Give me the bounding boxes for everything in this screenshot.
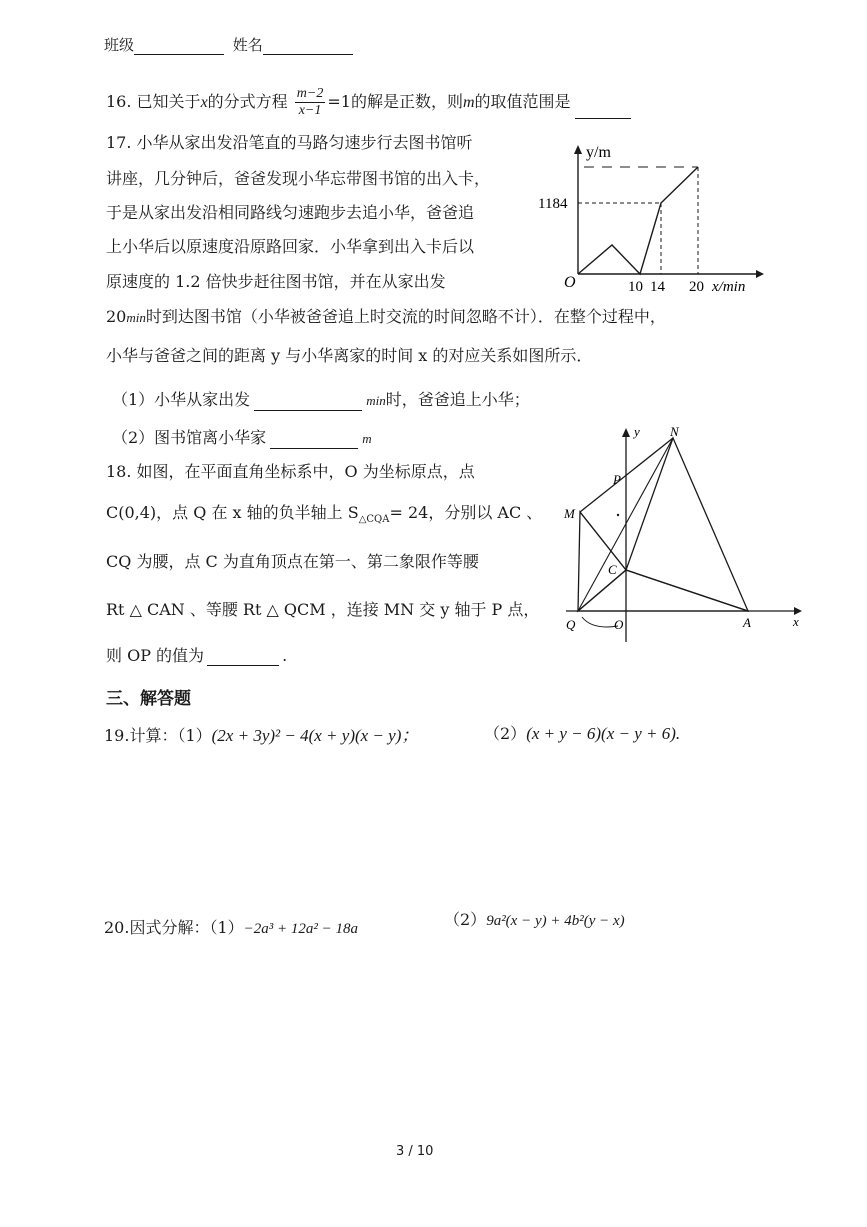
q17-text: （2）图书馆离小华家 [112,428,267,447]
q20-part1-number: （1） [209,918,244,937]
q17-y-axis-label: y/m [586,144,611,161]
name-label: 姓名 [232,36,263,54]
q17-graph [528,135,778,305]
q18-line3: CQ 为腰，点 C 为直角顶点在第一、第二象限作等腰 [106,552,479,571]
q17-sub2 [112,428,372,449]
q18-text: = 24，分别以 AC 、 [389,503,543,522]
q18-triangle-QCA [578,570,748,611]
q19-label: 19.计算： [104,726,178,745]
q20-part2-expression: 9a²(x − y) + 4b²(y − x) [486,913,625,929]
q18-text: 则 OP 的值为 [106,646,205,665]
section-title: 三、解答题 [106,689,191,709]
q18-subscript: △CQA [358,514,390,526]
question-16 [106,86,631,119]
q17-text: 20 [106,307,127,326]
q19-part2-expression: (x + y − 6)(x − y + 6). [526,724,681,743]
q17-x-tick-20: 20 [689,279,704,295]
q17-unit: m [362,431,372,446]
q17-text: 小华从家出发沿笔直的马路匀速步行去图书馆听 [136,133,473,152]
q19-part1-number: （1） [177,726,212,745]
name-blank[interactable] [263,38,353,55]
q16-fraction [295,86,326,119]
q17-x-arrow [756,270,764,278]
q17-text: 时到达图书馆（小华被爸爸追上时交流的时间忽略不计）．在整个过程中， [145,307,666,326]
q18-line2 [106,503,542,530]
q17-origin-label: O [564,274,576,291]
q18-label-x: x [793,614,799,629]
q19-part1-expression: (2x + 3y)² − 4(x + y)(x − y)； [211,726,419,745]
q16-text: 的分式方程 [207,92,288,111]
q16-text: 的取值范围是 [474,92,571,111]
q17-y-arrow [574,145,582,154]
class-label: 班级 [104,36,135,54]
q18-line4: Rt △ CAN 、等腰 Rt △ QCM ，连接 MN 交 y 轴于 P 点， [106,600,540,619]
page-number: 3 / 10 [396,1144,434,1159]
q17-line7: 小华与爸爸之间的距离 y 与小华离家的时间 x 的对应关系如图所示． [106,346,593,365]
q18-label-C: C [608,562,617,577]
q17-answer2-blank[interactable] [270,432,358,449]
q18-label-P: P [613,472,621,487]
q17-line6 [106,307,666,328]
q20-part2 [444,910,625,931]
q18-y-arrow [622,428,630,437]
q18-line1 [106,462,475,482]
q17-x-tick-14: 14 [650,279,665,295]
q16-frac-numerator: m−2 [296,86,324,101]
q18-label-O: O [614,617,624,632]
q17-text: 时，爸爸追上小华； [385,390,530,409]
q17-line3: 于是从家出发沿相同路线匀速跑步去追小华，爸爸追 [106,203,475,222]
q17-number: 17. [106,133,132,152]
q16-answer-blank[interactable] [575,102,631,119]
question-20 [104,918,358,939]
q19-part2 [484,724,680,744]
q16-text: 的解是正数，则 [350,92,463,111]
q17-x-axis-label: x/min [712,279,746,295]
q18-text: 如图，在平面直角坐标系中，O 为坐标原点，点 [136,462,475,481]
question-19 [104,726,418,746]
q16-text: 已知关于 [136,92,201,111]
header-row [104,34,353,55]
q20-label: 20.因式分解： [104,918,210,937]
q17-answer1-blank[interactable] [254,394,362,411]
q16-number: 16. [106,92,132,111]
q18-label-M: M [564,506,575,521]
class-blank[interactable] [134,38,224,55]
q18-text: C(0,4)，点 Q 在 x 轴的负半轴上 S [106,503,359,522]
q20-part1-expression: −2a³ + 12a² − 18a [243,921,359,937]
q17-unit: min [366,393,386,408]
q18-label-A: A [743,615,751,630]
q17-line1 [106,133,473,153]
q18-line5 [106,646,287,666]
q17-line4: 上小华后以原速度沿原路回家．小华拿到出入卡后以 [106,237,475,256]
q16-frac-denominator: x−1 [298,103,322,118]
q18-hand-mark [582,617,618,627]
q18-text: . [282,646,288,665]
q18-dot [617,514,619,516]
q18-geometry-figure [548,420,818,648]
q18-triangle-CAN [626,438,748,611]
q16-var-m: m [462,94,475,111]
q20-part2-number: （2） [444,910,487,929]
q17-text: （1）小华从家出发 [112,390,251,409]
q16-equals: =1 [327,92,351,111]
q18-label-y: y [634,424,640,439]
q17-y-tick-1184: 1184 [538,196,568,212]
q18-answer-blank[interactable] [207,649,279,666]
q16-var-x: x [200,94,208,111]
q18-number: 18. [106,462,132,481]
q17-distance-line [578,167,698,274]
q17-x-tick-10: 10 [628,279,643,295]
q18-label-N: N [670,424,679,439]
q17-line5: 原速度的 1.2 倍快步赶往图书馆，并在从家出发 [106,272,446,291]
q17-sub1 [112,390,530,411]
q18-segment-MC [580,512,626,570]
q19-part2-number: （2） [484,724,527,743]
q17-unit: min [126,310,146,325]
q18-label-Q: Q [566,617,576,632]
q17-line2: 讲座，几分钟后，爸爸发现小华忘带图书馆的出入卡， [106,169,491,188]
